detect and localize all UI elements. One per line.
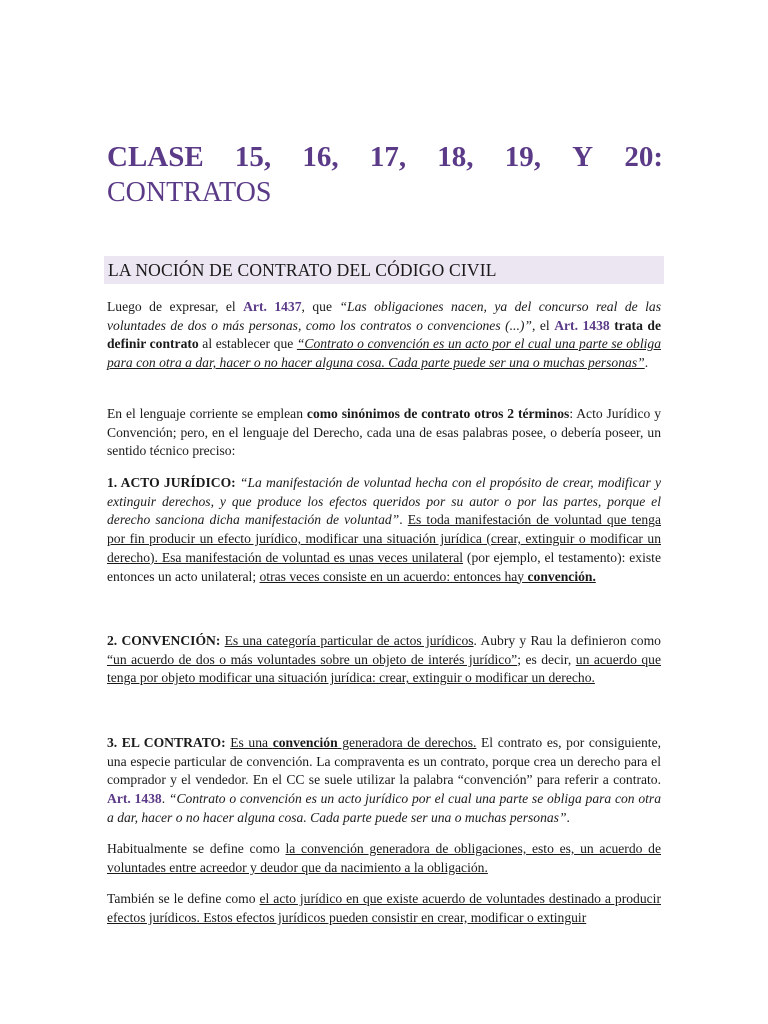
title-word: 18, — [437, 141, 474, 173]
text-run: Luego de expresar, el — [107, 299, 244, 314]
underlined-quote: “Contrato o convención es un acto por el cual una parte se obliga para con otra a dar, hacer o no hacer alguna cosa. Cada parte puede ser una o muchas personas” — [107, 336, 661, 371]
text-run: En el lenguaje corriente se emplean — [107, 406, 307, 421]
term-heading: 1. ACTO JURÍDICO: — [107, 475, 236, 490]
paragraph-habitual — [107, 840, 661, 877]
section-heading: LA NOCIÓN DE CONTRATO DEL CÓDIGO CIVIL — [108, 260, 497, 280]
title-word: 17, — [369, 141, 407, 173]
title-word: Y — [572, 141, 594, 173]
title-word: 20: — [624, 141, 663, 173]
paragraph-synonyms — [107, 405, 661, 461]
text-run: También se le define como — [107, 891, 260, 906]
paragraph-acto-juridico — [107, 474, 661, 586]
paragraph-contrato — [107, 734, 661, 828]
paragraph-convencion — [107, 632, 661, 688]
quote: “Contrato o convención es un acto jurídico por el cual una parte se obliga para con otra a dar, hacer o no hacer alguna cosa. Cada parte puede ser una o muchas personas” — [107, 791, 662, 825]
text-run: : Acto Jurídico y Convención; pero, en el lenguaje del Derecho, cada una de esas palabras posee, o debería poseer, un sentido técnico preciso: — [107, 406, 661, 459]
text-run: . — [644, 355, 649, 371]
underlined-text: Es toda manifestación de voluntad que tenga por fin producir un efecto jurídico, modificar una situación jurídica (crear, extinguir o modificar un derecho). Esa manifestación de voluntad es unas veces unilateral — [107, 512, 661, 565]
paragraph-intro — [107, 298, 661, 373]
underlined-bold-text: convención — [272, 735, 338, 750]
bold-text: como sinónimos de contrato otros 2 términos — [306, 406, 570, 421]
title-line-2: CONTRATOS — [107, 177, 272, 208]
quote: “La manifestación de voluntad hecha con el propósito de crear, modificar y extinguir derechos, y que produce los efectos queridos por su autor o por las partes, porque el derecho sanciona dicha manifestación de voluntad” — [107, 475, 661, 528]
term-heading: 3. EL CONTRATO: — [107, 735, 226, 750]
underlined-text: un acuerdo que tenga por objeto modificar una situación jurídica: crear, extinguir o modificar un derecho. — [107, 651, 661, 686]
underlined-text: “un acuerdo de dos o más voluntades sobre un objeto de interés jurídico” — [107, 651, 518, 667]
text-run: Habitualmente se define como — [107, 841, 286, 856]
text-run: . — [161, 791, 169, 807]
text-run: ; es decir, — [517, 651, 576, 667]
text-run: . — [399, 512, 408, 528]
title-word: 16, — [302, 141, 339, 173]
title-line-1 — [107, 140, 663, 174]
term-heading: 2. CONVENCIÓN: — [107, 633, 221, 648]
text-run: , el — [531, 317, 555, 333]
text-run: . Aubry y Rau la definieron como — [473, 633, 661, 648]
text-run: (por ejemplo, el testamento): existe entonces un acto unilateral; — [107, 549, 661, 584]
underlined-text: Es una — [230, 735, 273, 750]
article-reference: Art. 1437 — [243, 299, 302, 314]
text-run: . — [566, 809, 570, 825]
document-title — [107, 140, 663, 211]
section-heading-bar — [104, 256, 664, 284]
underlined-text: el acto jurídico en que existe acuerdo de voluntades destinado a producir efectos jurídicos. Estos efectos jurídicos pueden consistir en crear, modificar o extinguir — [107, 891, 661, 925]
underlined-text: Es una categoría particular de actos jurídicos — [224, 633, 474, 648]
title-word: 15, — [234, 141, 272, 173]
underlined-text: otras veces consiste en un acuerdo: entonces hay — [259, 568, 528, 584]
paragraph-tambien — [107, 890, 661, 927]
article-reference: Art. 1438 — [107, 791, 162, 807]
text-run: al establecer que — [198, 336, 297, 352]
article-reference: Art. 1438 — [554, 317, 610, 333]
text-run: El contrato es, por consiguiente, una especie particular de convención. La compraventa es un contrato, porque crea un derecho para el comprador y el vendedor. En el CC se suele utilizar la palabra “convención” para referir a contrato. — [107, 735, 661, 788]
underlined-text: generadora de derechos. — [337, 735, 477, 750]
text-run: , que — [301, 299, 340, 314]
title-word: 19, — [504, 141, 541, 173]
underlined-text: la convención generadora de obligaciones, esto es, un acuerdo de voluntades entre acreedor y deudor que da nacimiento a la obligación. — [107, 841, 661, 875]
quote: “Las obligaciones nacen, ya del concurso real de las voluntades de dos o más personas, como los contratos o convenciones (...)” — [107, 299, 661, 333]
underlined-bold-text: convención. — [527, 568, 596, 584]
bold-text: trata de definir contrato — [107, 317, 661, 352]
title-word: CLASE — [107, 141, 204, 173]
